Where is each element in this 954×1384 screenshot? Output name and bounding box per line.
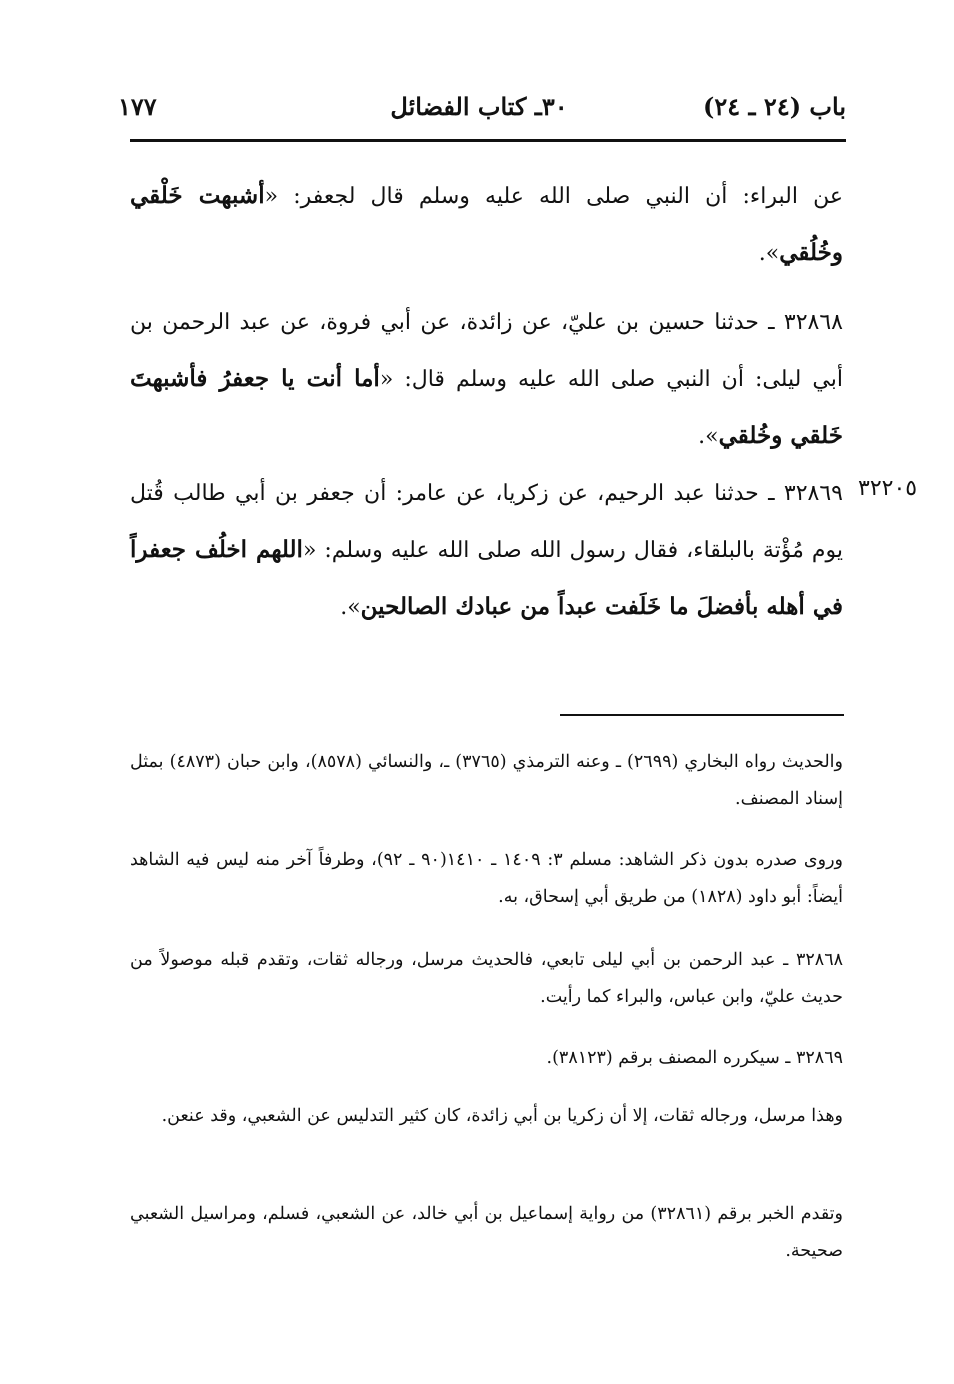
footnote: ٣٢٨٦٨ ـ عبد الرحمن بن أبي ليلى تابعي، فالحديث مرسل، ورجاله ثقات، وتقدم قبله موصولاً من حديث عليّ، وابن عباس، والبراء كما رأيت.: [130, 950, 843, 1007]
footnote: والحديث رواه البخاري (٢٦٩٩) ـ وعنه الترمذي (٣٧٦٥) ـ، والنسائي (٨٥٧٨)، وابن حبان (٤٨٧٣) بمثل إسناد المصنف.: [130, 752, 843, 809]
page-number: ١٧٧: [118, 92, 157, 121]
margin-number: ٣٢٢٠٥: [858, 476, 918, 501]
footnote: وروى صدره بدون ذكر الشاهد: مسلم ٣: ١٤٠٩ ـ ١٤١٠(٩٠ ـ ٩٢)، وطرفاً آخر منه ليس فيه الشاهد أيضاً: أبو داود (١٨٢٨) من طريق أبي إسحاق، به.: [130, 850, 843, 907]
header-rule: [130, 139, 846, 142]
hadith-paragraph: عن البراء: أن النبي صلى الله عليه وسلم قال لجعفر: «أشبهت خَلْقي وخُلُقي».: [130, 182, 843, 266]
footnote: ٣٢٨٦٩ ـ سيكرره المصنف برقم (٣٨١٢٣).: [546, 1048, 843, 1068]
footnote: وتقدم الخبر برقم (٣٢٨٦١) من رواية إسماعيل بن أبي خالد، عن الشعبي، فسلم، ومراسيل الشعبي صحيحة.: [130, 1204, 843, 1261]
prophetic-quote: اللهم اخلُف جعفراً في أهله بأفضلَ ما خَلَفت عبداً من عبادك الصالحين: [130, 536, 843, 620]
hadith-32869: ٣٢٨٦٩ ـ حدثنا عبد الرحيم، عن زكريا، عن عامر: أن جعفر بن أبي طالب قُتل يوم مُؤْتة بالبلقاء، فقال رسول الله صلى الله عليه وسلم: «اللهم اخلُف جعفراً في أهله بأفضلَ ما خَلَفت عبداً من عبادك الصالحين».: [130, 481, 843, 620]
chapter-heading: باب (٢٤ ـ ٢٤): [703, 92, 846, 121]
book-title: ٣٠ـ كتاب الفضائل: [390, 92, 568, 121]
prophetic-quote: أشبهت خَلْقي وخُلُقي: [130, 182, 843, 266]
footnote-separator: [560, 714, 844, 716]
footnote: وهذا مرسل، ورجاله ثقات، إلا أن زكريا بن أبي زائدة، كان كثير التدليس عن الشعبي، وقد عنعن.: [161, 1106, 843, 1126]
prophetic-quote: أما أنت يا جعفرُ فأشبهتَ خَلقي وخُلقي: [130, 365, 843, 449]
page-header: [112, 88, 846, 128]
hadith-32868: ٣٢٨٦٨ ـ حدثنا حسين بن عليّ، عن زائدة، عن أبي فروة، عن عبد الرحمن بن أبي ليلى: أن النبي صلى الله عليه وسلم قال: «أما أنت يا جعفرُ فأشبهتَ خَلقي وخُلقي».: [130, 310, 844, 449]
